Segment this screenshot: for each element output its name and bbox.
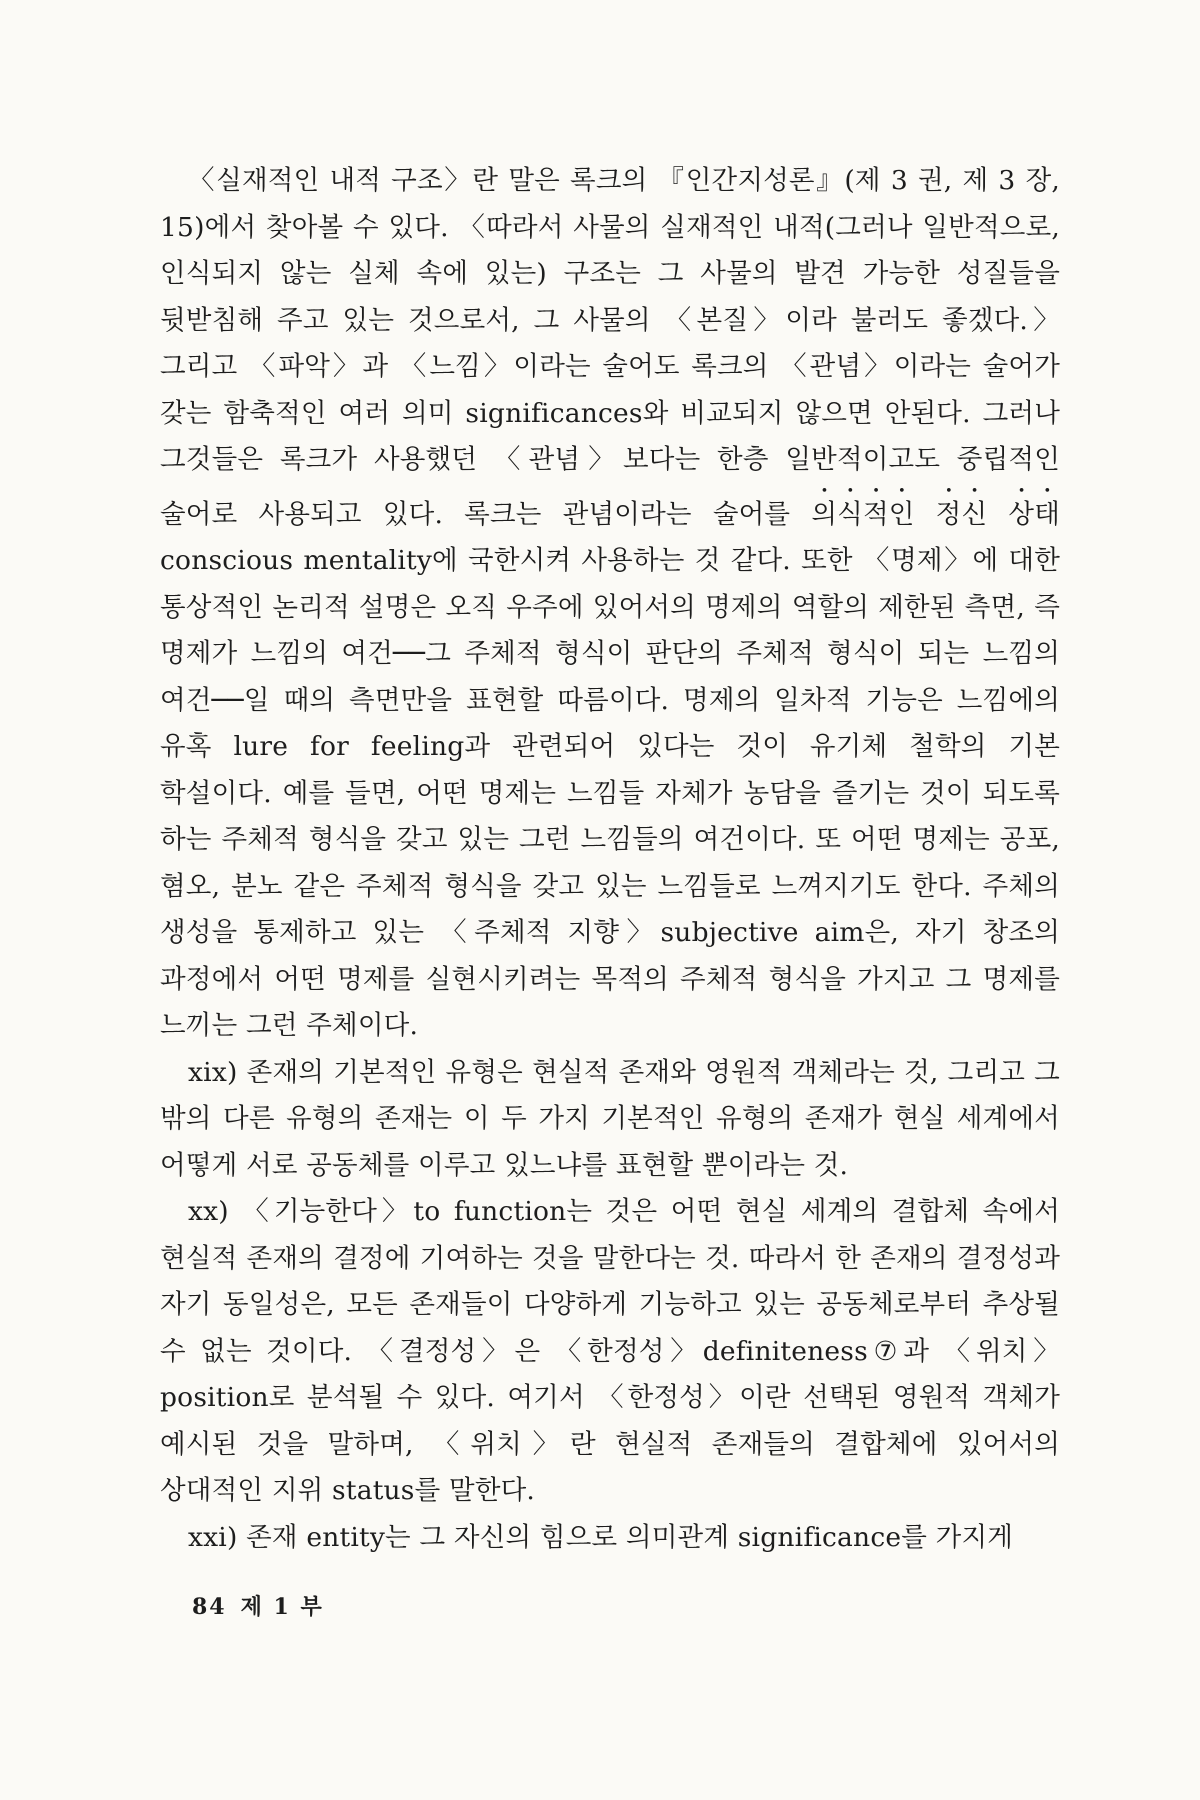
paragraph-locke-internal-constitution — [160, 158, 1060, 1050]
page-number: 84 — [192, 1594, 227, 1620]
paragraph-text: 〈실재적인 내적 구조〉란 말은 록크의 『인간지성론』(제 3 권, 제 3 장, 15)에서 찾아볼 수 있다. 〈따라서 사물의 실재적인 내적(그러나 일반적으로, 인식되지 않는 실체 속에 있는) 구조는 그 사물의 발견 가능한 성질들을 뒷받침해 주고 있는 것으로서, 그 사물의 〈본질〉이라 불러도 좋겠다.〉 그리고 〈파악〉과 〈느낌〉이라는 술어도 록크의 〈관념〉이라는 술어가 갖는 함축적인 여러 의미 significances와 비교되지 않으면 안된다. 그러나 그것들은 록크가 사용했던 〈관념〉보다는 한층 일반적이고도 중립적인 술어로 사용되고 있다. 록크는 관념이라는 술어를 — [160, 165, 1060, 530]
emphasized-term: 의식적인 정신 상태 — [811, 498, 1060, 530]
paragraph-xxi: xxi) 존재 entity는 그 자신의 힘으로 의미관계 significance를 가지게 — [188, 1521, 1014, 1553]
part-label: 제 1 부 — [240, 1594, 324, 1620]
paragraph-xix: xix) 존재의 기본적인 유형은 현실적 존재와 영원적 객체라는 것, 그리고 그 밖의 다른 유형의 존재는 이 두 가지 기본적인 유형의 존재가 현실 세계에서 어떻게 서로 공동체를 이루고 있느냐를 표현할 뿐이라는 것. — [160, 1056, 1060, 1181]
paragraph-text: conscious mentality에 국한시켜 사용하는 것 같다. 또한 〈명제〉에 대한 통상적인 논리적 설명은 오직 우주에 있어서의 명제의 역할의 제한된 측면, 즉 명제가 느낌의 여건──그 주체적 형식이 판단의 주체적 형식이 되는 느낌의 여건──일 때의 측면만을 표현할 따름이다. 명제의 일차적 기능은 느낌에의 유혹 lure for feeling과 관련되어 있다는 것이 유기체 철학의 기본 학설이다. 예를 들면, 어떤 명제는 느낌들 자체가 농담을 즐기는 것이 되도록 하는 주체적 형식을 갖고 있는 그런 느낌들의 여건이다. 또 어떤 명제는 공포, 혐오, 분노 같은 주체적 형식을 갖고 있는 느낌들로 느껴지기도 한다. 주체의 생성을 통제하고 있는 〈주체적 지향〉subjective aim은, 자기 창조의 과정에서 어떤 명제를 실현시키려는 목적의 주체적 형식을 가지고 그 명제를 느끼는 그런 주체이다. — [160, 545, 1060, 1041]
paragraph-xx: xx) 〈기능한다〉to function는 것은 어떤 현실 세계의 결합체 속에서 현실적 존재의 결정에 기여하는 것을 말한다는 것. 따라서 한 존재의 결정성과 자기 동일성은, 모든 존재들이 다양하게 기능하고 있는 공동체로부터 추상될 수 없는 것이다. 〈결정성〉은 〈한정성〉definiteness⑦과 〈위치〉position로 분석될 수 있다. 여기서 〈한정성〉이란 선택된 영원적 객체가 예시된 것을 말하며, 〈위치〉란 현실적 존재들의 결합체에 있어서의 상대적인 지위 status를 말한다. — [160, 1196, 1060, 1506]
page-footer — [192, 1590, 338, 1621]
page-body — [160, 158, 1060, 1561]
